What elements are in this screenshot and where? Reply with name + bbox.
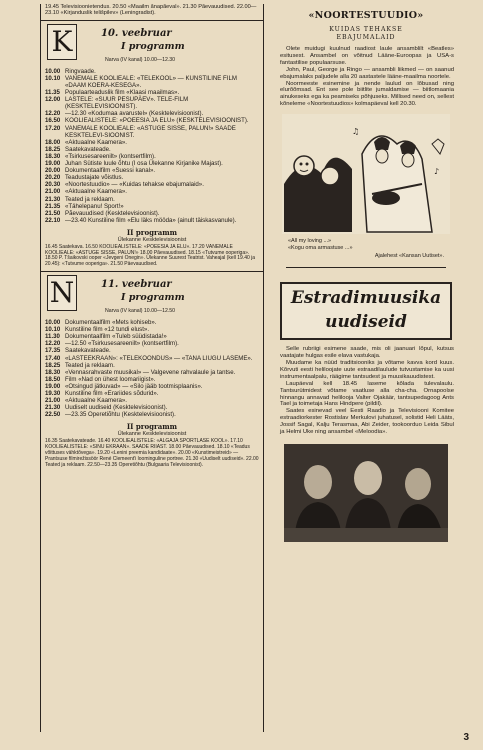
program-time: 20.00 — [45, 167, 61, 175]
divider — [41, 20, 263, 21]
program-time: 18.00 — [45, 138, 61, 146]
program-2-subtitle: Ülekanne Kesktelevisioonist — [117, 236, 187, 243]
program-list-day2 — [41, 319, 263, 418]
divider — [41, 271, 263, 272]
program-title: Teated ja reklaam. — [65, 195, 115, 203]
program-title: «Aktuaalne Kaamera». — [65, 138, 127, 146]
program-title: Film «Nad on ühest loomariigist». — [65, 375, 156, 383]
program-item — [45, 110, 259, 117]
program-item — [45, 347, 259, 354]
program-item — [45, 167, 259, 174]
cartoon-drawing-icon — [282, 114, 450, 234]
top-note: 19.45 Televisioonietendus. 20.50 «Maailm ãnapãeval». 21.30 Pãevauudised. 22.00—23.10 «Kirjanduslik telišpilev» (Leningradist). — [45, 4, 257, 17]
program-item — [45, 319, 259, 326]
program-title: «Vennasrahvaste muusikal» — Valgevene rahvalaule ja tantse. — [65, 368, 236, 376]
program-title: Dokumentaalfilm «Mets kohiseb». — [65, 319, 157, 327]
program-time: 18.25 — [45, 361, 61, 369]
program-time: 16.50 — [45, 117, 61, 125]
channel-info: Narva (IV kanal) 10.00—12.30 — [105, 56, 176, 63]
program-time: 12.00 — [45, 96, 61, 104]
program-title: VANEMALE KOOLIEALE: «TELEKOOL» — KUNSTILINE FILM «DAAM KOERA-KESEGA». — [65, 74, 237, 89]
program-title: Ringvaade. — [65, 67, 96, 75]
subtitle-line-2: EBAJUMALAID — [336, 34, 396, 41]
program-title: Saatekavateade. — [65, 145, 111, 153]
program-item — [45, 203, 259, 210]
program-title: «Aktuaalne Kaamera». — [65, 397, 127, 405]
day-letter-icon: N — [47, 275, 77, 311]
program-item — [45, 217, 259, 224]
program-time: 19.00 — [45, 382, 61, 390]
program-time: 22.10 — [45, 216, 61, 224]
program-title: «Tähelepanu! Sport!» — [65, 202, 124, 210]
caption-line-1: «All my loving ...» — [288, 238, 332, 245]
hosts-photo-image — [284, 444, 448, 542]
program-label: I programm — [121, 292, 185, 304]
program-time: 17.20 — [45, 124, 61, 132]
article-paragraph: Olete muidugi kuulnud raadiost laule ansamblilt «Beatles» esitusest. Ansambel on võitnud Lääne-Euroopas ja USA-s fantastilise populaarsuse. — [280, 46, 454, 66]
svg-text:♫: ♫ — [352, 127, 360, 137]
program-time: 20.30 — [45, 181, 61, 189]
cartoon-caption — [288, 238, 444, 251]
program-item — [45, 210, 259, 217]
program-title: KOOLIEALISTELE: «POEESIA JA ELU» (KESKTELEVISIOONIST). — [65, 117, 249, 125]
program-2-label: II programm — [126, 227, 178, 237]
day-title: 10. veebruar — [101, 27, 172, 39]
noortestuudio-title: «NOORTESTUUDIO» — [308, 10, 424, 21]
estradimuusika-title-box — [280, 282, 452, 340]
article-paragraph: Laupäeval kell 18.45 laseme kõlada tulevalaulu. Tantsurütmidest võtame vaatluse alla cha-cha. Ornapoolse hinnangu annavad helilooja Valter Ojakäär, tantsupedagoog Ants Tael ja toimetaja Hans Hindpere (pildil). — [280, 380, 454, 408]
program-title: «Tsirkusesareenilt» (kontsertfilm). — [65, 152, 156, 160]
program-title: Saatekavateade. — [65, 347, 111, 355]
tv-schedule-column — [40, 4, 264, 732]
program-time: 22.50 — [45, 411, 61, 419]
program-2-subtitle: Ülekanne Kesktelevisioonist — [117, 431, 187, 438]
page-number: 3 — [463, 732, 469, 743]
program-item — [45, 333, 259, 340]
program-item — [45, 340, 259, 347]
program-time: 17.40 — [45, 354, 61, 362]
program-time: 19.30 — [45, 390, 61, 397]
program-time: 18.25 — [45, 145, 61, 153]
program-list-day1 — [41, 68, 263, 224]
program-time: 10.10 — [45, 74, 61, 82]
program-item — [45, 397, 259, 404]
caption-line-2: «Kogu oma armastuse ...» — [288, 244, 353, 251]
program-title: VANEMALE KOOLIEALE: «ASTUGE SISSE, PALUN!» SAADE KESKTELEVI-SIOONIST. — [65, 124, 236, 139]
program-item — [45, 383, 259, 390]
day-header-10-feb — [41, 24, 263, 68]
program-item — [45, 117, 259, 124]
program-time: 11.35 — [45, 89, 60, 97]
program-item — [45, 153, 259, 160]
program-time: 21.50 — [45, 209, 61, 217]
program-item — [45, 146, 259, 153]
program-2-label: II programm — [126, 422, 178, 432]
articles-column — [272, 4, 460, 732]
program-item — [45, 125, 259, 139]
program-time: 19.00 — [45, 160, 61, 168]
program-title: «LASTEEKRAAN»: «TELEKOONDUS» — «TANA LIUGU LASEME». — [65, 354, 253, 362]
program-item — [45, 174, 259, 181]
program-item — [45, 362, 259, 369]
program-item — [45, 188, 259, 195]
program-item — [45, 369, 259, 376]
article-paragraph: Selle rubriigi esimene saade, mis oli jaanuari lõpul, kutsus vaatajate hulgas esile elava vastukaja. — [280, 346, 454, 360]
program-title: —23.35 Operetiõhtu (Kesktelevisioonist). — [65, 411, 176, 419]
program-item — [45, 96, 259, 110]
cartoon-credit: Ajalehest «Kansan Uutiset». — [374, 253, 444, 260]
beatles-cartoon-image — [282, 114, 450, 234]
program-title: Dokumentaalfilm «Suessi kanal». — [65, 167, 156, 175]
program-time: 11.30 — [45, 333, 60, 341]
program-time: 12.20 — [45, 340, 61, 348]
day-letter-icon: K — [47, 24, 77, 60]
article-paragraph: Noormeeste esinemine ja nende laulud on lõbusad ning elurõõmsad. Ent see pole biitlite jumaldamise — biitlomaania ainukeseks ega ka peamiseks põhjuseks. Millised need on, sellest kõneleme «Noortestuudios» kolmapäeval kell 20.30. — [280, 80, 454, 108]
program-time: 10.00 — [45, 319, 61, 327]
program-time: 20.20 — [45, 174, 61, 182]
program-title: Uudiselt uudiseid (Kesktelevisioonist). — [65, 404, 168, 412]
program-time: 21.35 — [45, 202, 61, 210]
program-title: —12.50 «Tsirkusesareenilt» (kontsertfilm). — [65, 340, 179, 348]
program-time: 12.20 — [45, 110, 61, 118]
program-title: Dokumentaalfilm «Tuleb süüdistada!» — [65, 333, 167, 341]
day-header-11-feb — [41, 275, 263, 319]
program-item — [45, 404, 259, 411]
program-title: «Noortestuudio» — «Kuidas tehakse ebajumalaid». — [65, 181, 204, 189]
noortestuudio-subtitle — [272, 26, 460, 42]
program-item — [45, 196, 259, 203]
program-item — [45, 68, 259, 75]
subtitle-line-1: KUIDAS TEHAKSE — [329, 26, 403, 33]
svg-text:♪: ♪ — [434, 167, 440, 177]
program-item — [45, 160, 259, 167]
program-item — [45, 75, 259, 89]
program-time: 10.10 — [45, 326, 61, 334]
program-title: «Otsingud jätkuvad» — «Silo jääb tootmisplaanis». — [65, 382, 203, 390]
program-title: —23.40 Kunstiline film «Elu läks mööda» (ainult täiskasvanule). — [65, 216, 237, 224]
program-time: 10.00 — [45, 67, 61, 75]
program-title: «Aktuaalne Kaamera». — [65, 188, 127, 196]
program-item — [45, 355, 259, 362]
program-item — [45, 181, 259, 188]
article-paragraph: Muudame ka nüüd traditsiooniks ja võtame kavva kord kuus. Kõrvuti eesti heliloojate uute estraadilaulude tutvustamise ka uusi instrumentaalpalu, räägime tantsudest ja muusikauudistest. — [280, 359, 454, 380]
program-title: Teadustajate võistlus. — [65, 174, 124, 182]
program-2-text: 16.45 Saatekava. 16.50 KOOLIEALISTELE: «POEESIA JA ELU». 17.20 VANEMALE KOOLIEALE: «ASTUGE SISSE, PALUN!» 18.00 Pãevauudised. 18.15 «Tutvume ooperiga». 18.50 P. Tšaikovski ooper «Jevgeni Onegin». Ülekanne Suurest Teatrist. Vaheajal (kell 19.40 ja 20.45): «Tutvume ooperiga». 21.50 Päevauudised. — [45, 243, 256, 268]
program-title: Kunstiline film «Erariides sõdurid». — [65, 390, 159, 397]
program-title: Juhan Sütiste luule õhtu (I osa Ülekanne Kirjanike Majast). — [65, 160, 223, 168]
article-paragraph: John, Paul, George ja Ringo — ansambli liikmed — on saanud ebajumalaks paljudele alla 20 aastastele lääne-maailma noortele. — [280, 66, 454, 80]
day-title: 11. veebruar — [101, 279, 172, 291]
program-label: I programm — [121, 40, 185, 52]
program-time: 18.30 — [45, 152, 61, 160]
program-item — [45, 390, 259, 397]
program-time: 21.30 — [45, 404, 61, 412]
program-title: Teated ja reklaam. — [65, 361, 115, 369]
program-title: Pãevauudised (Kesktelevisioonist). — [65, 209, 160, 217]
program-time: 21.00 — [45, 188, 61, 196]
program-title: —12.30 «Kodumaa avarustel» (Kesktelevisioonist). — [65, 110, 204, 118]
article-paragraph: Saates esinevad veel Eesti Raadio ja Televisiooni Komitee estraadiorkester Rostislav Merkulovi juhatusel, solistid Heli Lääts, Jossif Sagal, Kalju Terasmaa, Abi Zeider, tookoorduo Leida Sibul ja Helmi Uke ning ansambel «Meloodia». — [280, 408, 454, 436]
program-item — [45, 89, 259, 96]
channel-info: Narva (IV kanal) 10.00—12.50 — [105, 308, 176, 315]
title-line-2: uudiseid — [325, 312, 407, 333]
photo-icon — [284, 444, 448, 542]
program-item — [45, 376, 259, 383]
program-2-text: 16.35 Saatekavateade. 16.40 KOOLIEALISTELE: «ALGAJA SPORTLASE KOOL». 17.10 KOOLIEALISTELE: «SINU EKRAAN». SAADE RIIAST. 18.00 Pãevauudised. 18.10 «Teadus võittuses vähktõvega». 19.20 «Lenini preemia kandidaate». 20.00 «Kunstimeistreid» — Prantsuse filmirežissöör René Clemeent'i loominguline portree. 21.30 «Uudiselt uudiseid». 22.00 Teated ja reklaam. 22.50—23.35 Operetiõhtu (Bulgaaria Televisioonist). — [45, 438, 259, 468]
estradimuusika-title — [282, 286, 450, 334]
program-time: 17.35 — [45, 347, 61, 355]
program-title: LASTELE: «SUUR PESUPÄEV». TELE-FILM (KESKTELEVISIOONIST). — [65, 96, 189, 111]
program-item — [45, 326, 259, 333]
program-time: 18.50 — [45, 375, 61, 383]
program-time: 18.30 — [45, 368, 61, 376]
program-title: Kunstiline film «12 tundi elust». — [65, 326, 150, 334]
program-time: 21.30 — [45, 195, 61, 203]
program-item — [45, 139, 259, 146]
program-time: 21.00 — [45, 397, 61, 405]
program-title: Populaarteaduslik film «Klaasi maailmas». — [65, 89, 180, 97]
title-line-1: Estradimuusika — [290, 288, 442, 309]
section-divider — [286, 267, 446, 274]
program-item — [45, 411, 259, 418]
